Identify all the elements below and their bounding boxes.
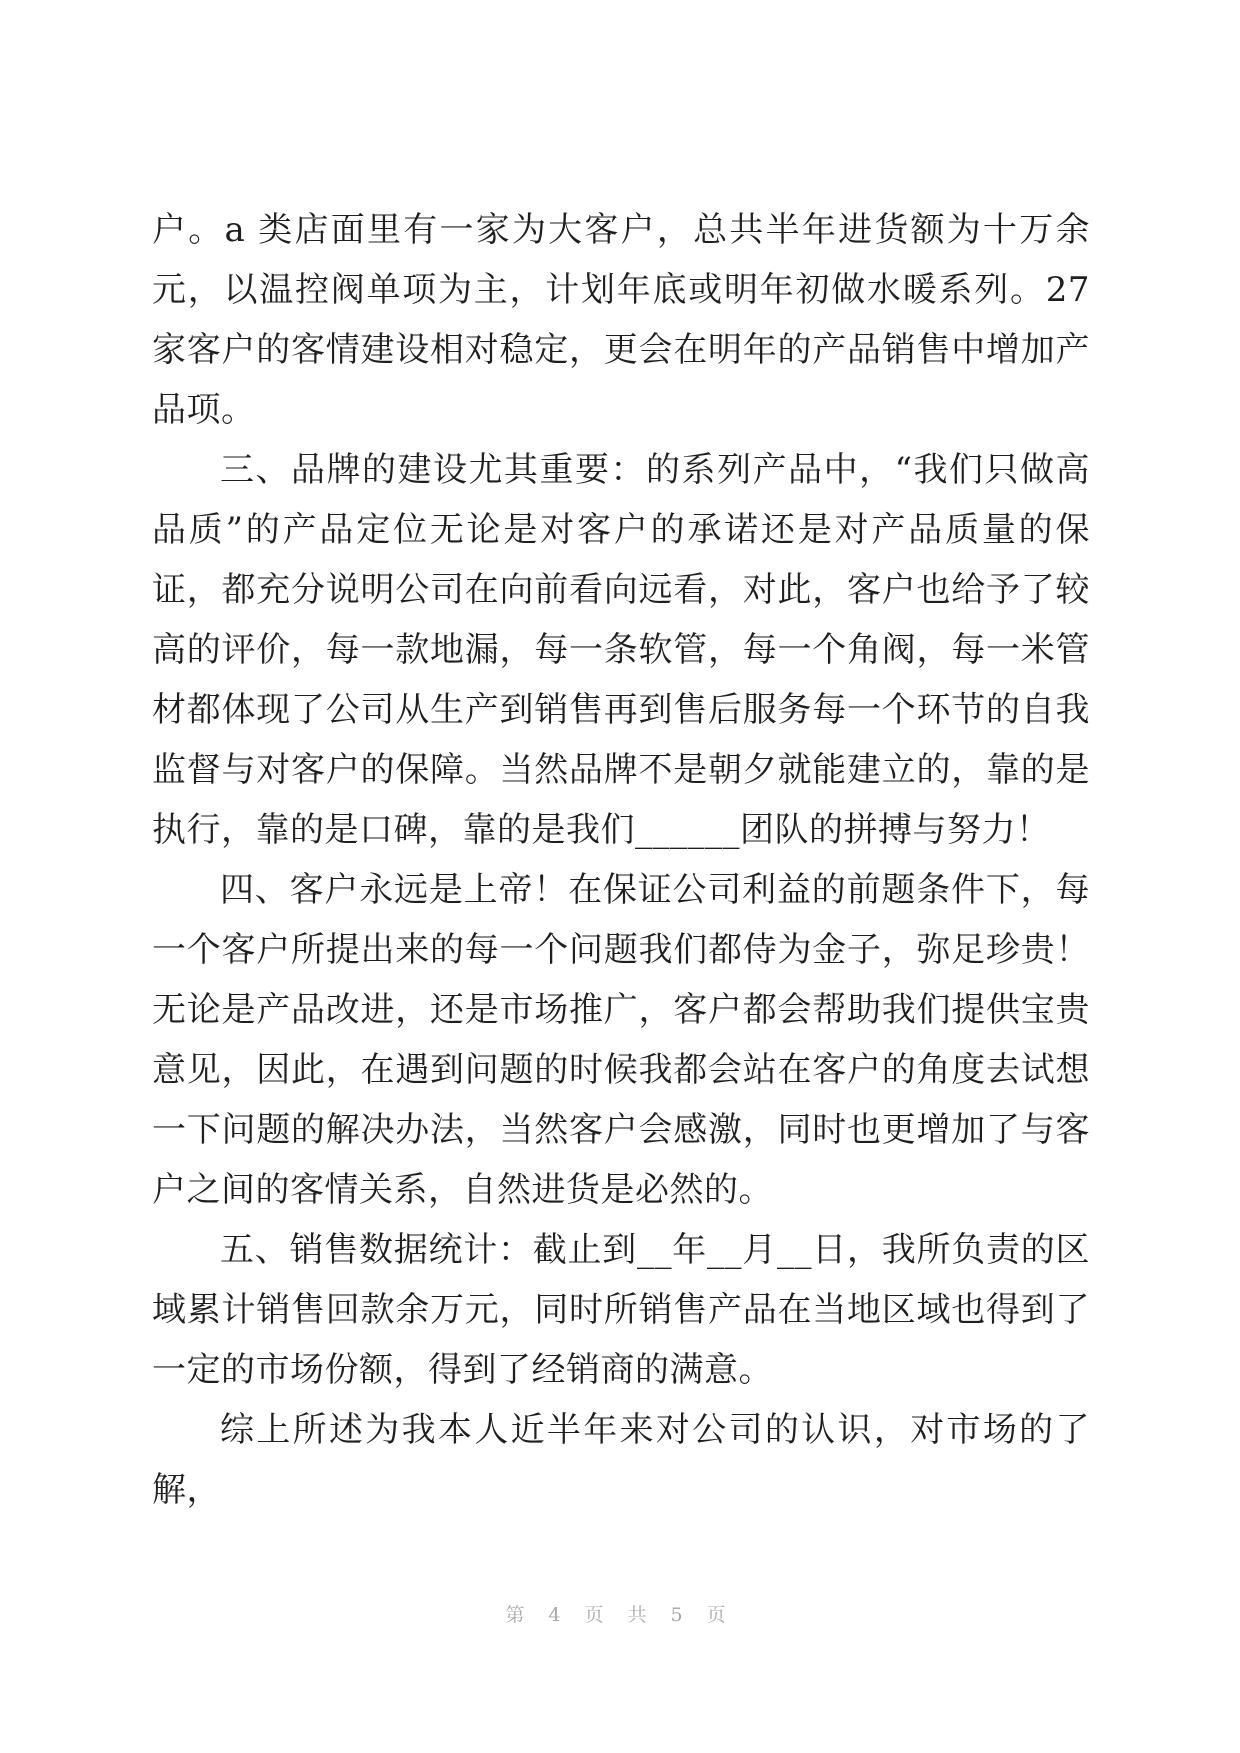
page-number-label: 第 4 页 共 5 页 <box>505 1604 735 1626</box>
paragraph: 五、销售数据统计：截止到__年__月__日，我所负责的区域累计销售回款余万元，同时所销售产品在当地区域也得到了一定的市场份额，得到了经销商的满意。 <box>152 1230 1090 1390</box>
paragraph: 综上所述为我本人近半年来对公司的认识，对市场的了解， <box>152 1410 1090 1510</box>
paragraph: 四、客户永远是上帝！在保证公司利益的前题条件下，每一个客户所提出来的每一个问题我们都侍为金子，弥足珍贵！无论是产品改进，还是市场推广，客户都会帮助我们提供宝贵意见，因此，在遇到问题的时候我都会站在客户的角度去试想一下问题的解决办法，当然客户会感激，同时也更增加了与客户之间的客情关系，自然进货是必然的。 <box>152 870 1090 1210</box>
paragraph: 户。a 类店面里有一家为大客户，总共半年进货额为十万余元，以温控阀单项为主，计划年底或明年初做水暖系列。27 家客户的客情建设相对稳定，更会在明年的产品销售中增加产品项。 <box>152 210 1090 430</box>
paragraph: 三、品牌的建设尤其重要：的系列产品中，“我们只做高品质”的产品定位无论是对客户的承诺还是对产品质量的保证，都充分说明公司在向前看向远看，对此，客户也给予了较高的评价，每一款地漏，每一条软管，每一个角阀，每一米管材都体现了公司从生产到销售再到售后服务每一个环节的自我监督与对客户的保障。当然品牌不是朝夕就能建立的，靠的是执行，靠的是口碑，靠的是我们______团队的拼搏与努力！ <box>152 450 1090 850</box>
page-footer <box>0 1600 1240 1627</box>
document-body <box>152 200 1090 1520</box>
